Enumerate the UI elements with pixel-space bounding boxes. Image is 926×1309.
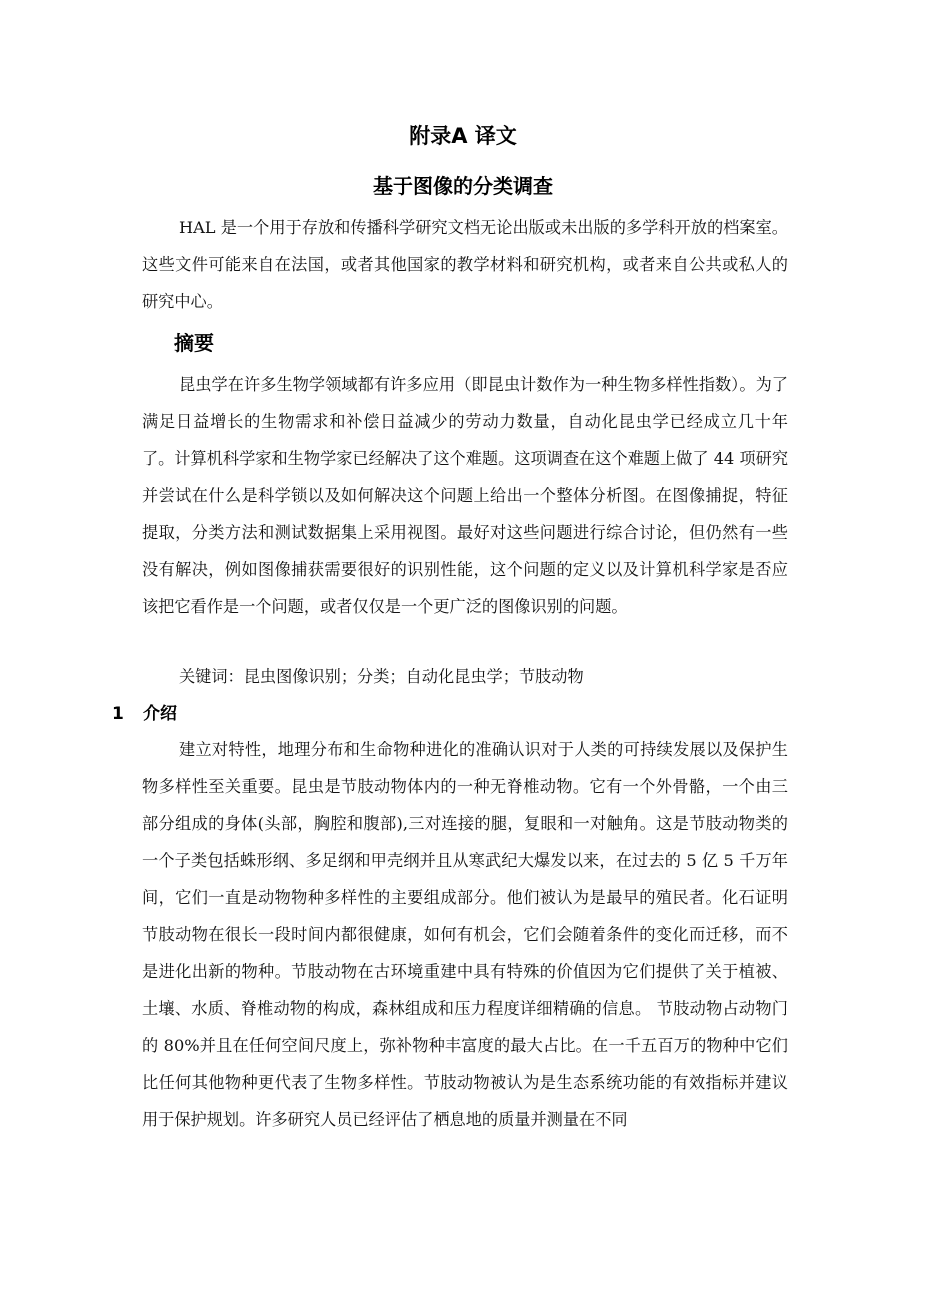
intro-paragraph: HAL 是一个用于存放和传播科学研究文档无论出版或未出版的多学科开放的档案室。这些文件可能来自在法国，或者其他国家的教学材料和研究机构，或者来自公共或私人的研究中心。: [142, 218, 788, 311]
section-heading: [112, 699, 177, 729]
appendix-title: 附录A 译文: [409, 124, 517, 148]
section-title: 介绍: [143, 704, 177, 724]
section-number: 1: [112, 704, 124, 724]
abstract-heading: 摘要: [174, 331, 214, 355]
keywords-line: 关键词：昆虫图像识别；分类；自动化昆虫学；节肢动物: [179, 667, 584, 686]
section-body: 建立对特性，地理分布和生命物种进化的准确认识对于人类的可持续发展以及保护生物多样性至关重要。昆虫是节肢动物体内的一种无脊椎动物。它有一个外骨骼，一个由三部分组成的身体(头部，胸腔和腹部),三对连接的腿，复眼和一对触角。这是节肢动物类的一个子类包括蛛形纲、多足纲和甲壳纲并且从寒武纪大爆发以来，在过去的 5 亿 5 千万年间，它们一直是动物物种多样性的主要组成部分。他们被认为是最早的殖民者。化石证明节肢动物在很长一段时间内都很健康，如何有机会，它们会随着条件的变化而迁移，而不是进化出新的物种。节肢动物在古环境重建中具有特殊的价值因为它们提供了关于植被、土壤、水质、脊椎动物的构成，森林组成和压力程度详细精确的信息。 节肢动物占动物门的 80%并且在任何空间尺度上，弥补物种丰富度的最大占比。在一千五百万的物种中它们比任何其他物种更代表了生物多样性。节肢动物被认为是生态系统功能的有效指标并建议用于保护规划。许多研究人员已经评估了栖息地的质量并测量在不同: [142, 740, 788, 1129]
abstract-body: 昆虫学在许多生物学领域都有许多应用（即昆虫计数作为一种生物多样性指数）。为了满足日益增长的生物需求和补偿日益减少的劳动力数量，自动化昆虫学已经成立几十年了。计算机科学家和生物学家已经解决了这个难题。这项调查在这个难题上做了 44 项研究并尝试在什么是科学锁以及如何解决这个问题上给出一个整体分析图。在图像捕捉，特征提取，分类方法和测试数据集上采用视图。最好对这些问题进行综合讨论，但仍然有一些没有解决，例如图像捕获需要很好的识别性能，这个问题的定义以及计算机科学家是否应该把它看作是一个问题，或者仅仅是一个更广泛的图像识别的问题。: [142, 375, 789, 616]
document-title: 基于图像的分类调查: [373, 174, 553, 198]
